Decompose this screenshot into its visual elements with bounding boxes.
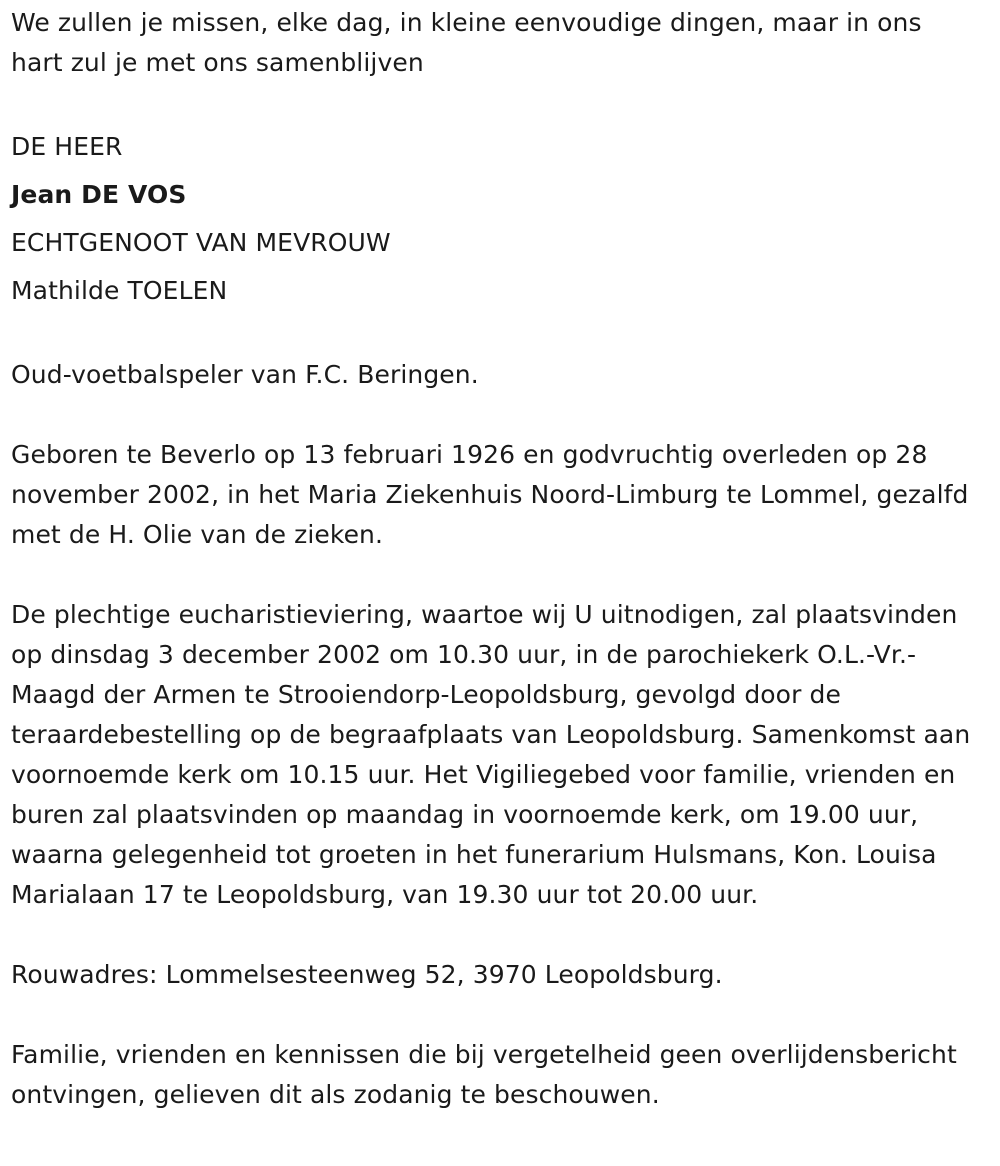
spacer	[11, 395, 981, 435]
mourning-address: Rouwadres: Lommelsesteenweg 52, 3970 Leopoldsburg.	[11, 960, 723, 989]
ceremony-text: De plechtige eucharistieviering, waartoe wij U uitnodigen, zal plaatsvinden op dinsdag 3 december 2002 om 10.30 uur, in de parochiekerk O.L.-Vr.-Maagd der Armen te Strooiendorp-Leopoldsburg, gevolgd door de teraardebestelling op de begraafplaats van Leopoldsburg. Samenkomst aan voornoemde kerk om 10.15 uur. Het Vigiliegebed voor familie, vrienden en buren zal plaatsvinden op maandag in voornoemde kerk, om 19.00 uur, waarna gelegenheid tot groeten in het funerarium Hulsmans, Kon. Louisa Marialaan 17 te Leopoldsburg, van 19.30 uur tot 20.00 uur.	[11, 600, 971, 909]
spacer	[11, 915, 981, 955]
spacer	[11, 83, 981, 123]
spacer	[11, 995, 981, 1035]
deceased-name: Jean DE VOS	[11, 180, 187, 209]
spacer	[11, 315, 981, 355]
spouse-prefix: ECHTGENOOT VAN MEVROUW	[11, 228, 391, 257]
title-prefix: DE HEER	[11, 132, 123, 161]
closing-note: Familie, vrienden en kennissen die bij vergetelheid geen overlijdensbericht ontvingen, gelieven dit als zodanig te beschouwen.	[11, 1040, 957, 1109]
birth-death-text: Geboren te Beverlo op 13 februari 1926 en godvruchtig overleden op 28 november 2002, in het Maria Ziekenhuis Noord-Limburg te Lommel, gezalfd met de H. Olie van de zieken.	[11, 440, 969, 549]
spouse-name: Mathilde TOELEN	[11, 276, 228, 305]
obituary-document	[11, 3, 981, 1115]
memorial-quote: We zullen je missen, elke dag, in kleine eenvoudige dingen, maar in ons hart zul je met ons samenblijven	[11, 8, 922, 77]
spacer	[11, 555, 981, 595]
occupation-text: Oud-voetbalspeler van F.C. Beringen.	[11, 360, 479, 389]
